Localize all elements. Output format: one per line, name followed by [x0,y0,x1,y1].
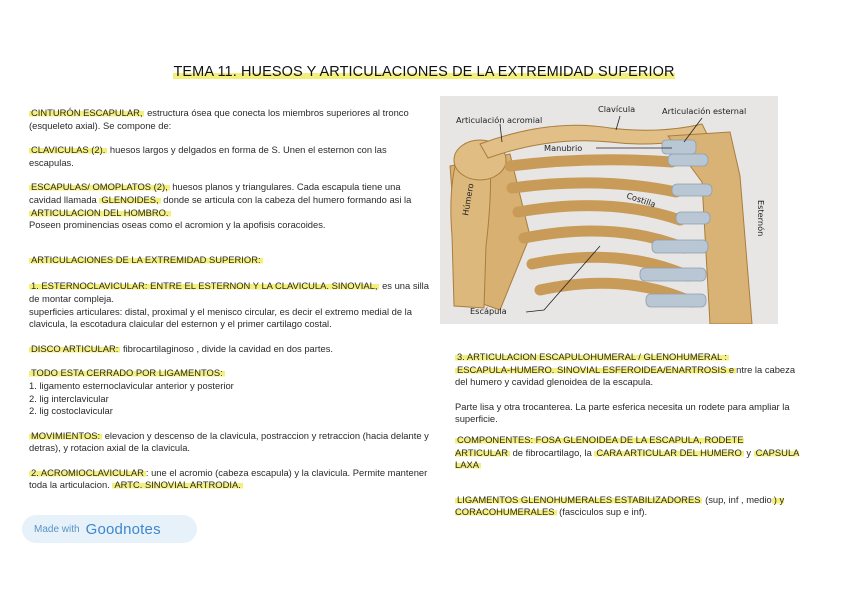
articulacion-esternal-disc [662,140,696,154]
articulaciones-heading-paragraph [29,254,429,267]
cartilago-1 [668,154,708,166]
escapula-body-1: huesos planos y triangulares. Cada escapula tiene una cavidad llamada [29,181,401,205]
cintura-body: estructura ósea que conecta los miembros superiores al tronco (esqueleto axial). Se compone de: [29,107,409,131]
label-articulacion-esternal: Articulación esternal [662,106,747,116]
costilla-2 [512,183,676,192]
cintura-heading: CINTURÓN ESCAPULAR, [31,107,143,118]
shoulder-anatomy-illustration [440,96,778,324]
esternoclavicular-paragraph [29,280,429,305]
ligamentos-heading-paragraph [29,367,429,380]
cintura-paragraph [29,107,429,132]
disco-heading: DISCO ARTICULAR: [31,342,119,354]
ligamento-item-1: 1. ligamento esternoclavicular anterior y posterior [29,379,234,391]
cartilago-6 [646,294,706,307]
parte-esferica-paragraph: Parte lisa y otra trocanterea. La parte esferica necesita un rodete para ampliar la superficie. [455,400,790,425]
ligamentos-heading: TODO ESTA CERRADO POR LIGAMENTOS: [31,367,223,379]
ligamentos-gh-body-2: (fasciculos sup e inf). [556,506,648,518]
label-esternon: Esternón [756,200,766,237]
capsula-laxa-term: CAPSULA LAXA [455,446,800,471]
cartilago-5 [640,268,706,281]
goodnotes-badge[interactable] [22,515,197,543]
escapula-paragraph [29,181,429,219]
componentes-body-2: y [743,446,754,458]
costilla-3 [518,206,680,220]
movimientos-body: elevacion y descenso de la clavicula, postraccion y retraccion (hacia delante y detras), y rotacion axial de la clavicula. [29,429,429,454]
movimientos-heading: MOVIMIENTOS: [31,429,101,441]
label-escapula: Escápula [470,306,507,316]
label-humero: Húmero [460,182,476,217]
componentes-body-1: de fibrocartilago, la [509,446,595,458]
glenoides-term: GLENOIDES, [101,193,159,205]
esternoclavicular-heading: 1. ESTERNOCLAVICULAR: ENTRE EL ESTERNON Y LA CLAVICULA. SINOVIAL, [31,280,378,292]
cartilago-2 [672,184,712,196]
clavicula-heading: CLAVICULAS (2). [31,144,106,156]
ligamentos-gh-body-1: (sup, inf , medio [702,493,772,505]
articulacion-hombro-term: ARTICULACION DEL HOMBRO. [31,206,169,218]
glenohumeral-subheading: ESCAPULA-HUMERO. SINOVIAL ESFEROIDEA/ENARTROSIS e [457,363,735,375]
label-articulacion-acromial: Articulación acromial [456,115,543,125]
clavicula-body: huesos largos y delgados en forma de S. Unen el esternon con las escapulas. [29,144,387,168]
cara-articular-term: CARA ARTICULAR DEL HUMERO [596,446,742,458]
ligamentos-gh-heading: LIGAMENTOS GLENOHUMERALES ESTABILIZADORES [457,493,701,505]
made-with-text: Made with [34,523,80,535]
escapula-body-2: donde se articula con la cabeza del humero formando asi la [160,193,412,205]
acromioclavicular-body: : une el acromio (cabeza escapula) y la clavicula. Permite mantener toda la articulacion. [29,466,428,491]
clavicula-paragraph [29,144,429,169]
goodnotes-logo: Goodnotes [85,520,161,538]
label-clavicula: Clavícula [598,104,636,114]
ligamento-item-3: 2. lig costoclavicular [29,405,113,417]
disco-body: fibrocartilaginoso , divide la cavidad en dos partes. [120,342,333,354]
shoulder-anatomy-figure [440,96,778,324]
costilla-1 [510,160,672,166]
label-costilla: Costilla [625,190,658,210]
superficies-paragraph: superficies articulares: distal, proximal y el menisco circular, es decir el extremo medial de la clavicula, la escotadura claicular del esternon y el primer cartilago costal. [29,305,412,330]
label-manubrio: Manubrio [544,143,583,153]
articulaciones-heading: ARTICULACIONES DE LA EXTREMIDAD SUPERIOR: [31,253,261,265]
movimientos-paragraph [29,430,429,455]
glenohumeral-heading-line [455,351,800,364]
acromioclavicular-paragraph [29,467,429,492]
ligamento-item-2: 2. lig interclavicular [29,392,109,404]
esternoclavicular-body: es una silla de montar compleja. [29,280,429,304]
right-column [455,351,800,519]
glenohumeral-heading: 3. ARTICULACION ESCAPULOHUMERAL / GLENOHUMERAL : [457,351,728,362]
glenohumeral-paragraph [455,364,800,389]
coracohumerales-term: ) y CORACOHUMERALES [455,493,785,518]
page-title-text: TEMA 11. HUESOS Y ARTICULACIONES DE LA EXTREMIDAD SUPERIOR [173,64,675,80]
cartilago-4 [652,240,708,253]
leader-clavicula [616,116,620,130]
escapula-heading: ESCAPULAS/ OMOPLATOS (2), [31,181,168,193]
page-title [0,64,848,80]
componentes-paragraph [455,434,800,472]
disco-paragraph [29,343,429,356]
artrodia-term: ARTC. SINOVIAL ARTRODIA. [114,479,241,491]
glenohumeral-body: ntre la cabeza del humero y cavidad glenoidea de la escapula. [455,363,796,388]
acromioclavicular-heading: 2. ACROMIOCLAVICULAR [31,466,144,478]
prominencias-line: Poseen prominencias oseas como el acromion y la apofisis coracoides. [29,219,326,231]
left-column [29,107,429,492]
cartilago-3 [676,212,710,224]
ligamentos-gh-paragraph [455,494,800,519]
componentes-heading: COMPONENTES: FOSA GLENOIDEA DE LA ESCAPULA, RODETE ARTICULAR [455,433,744,458]
